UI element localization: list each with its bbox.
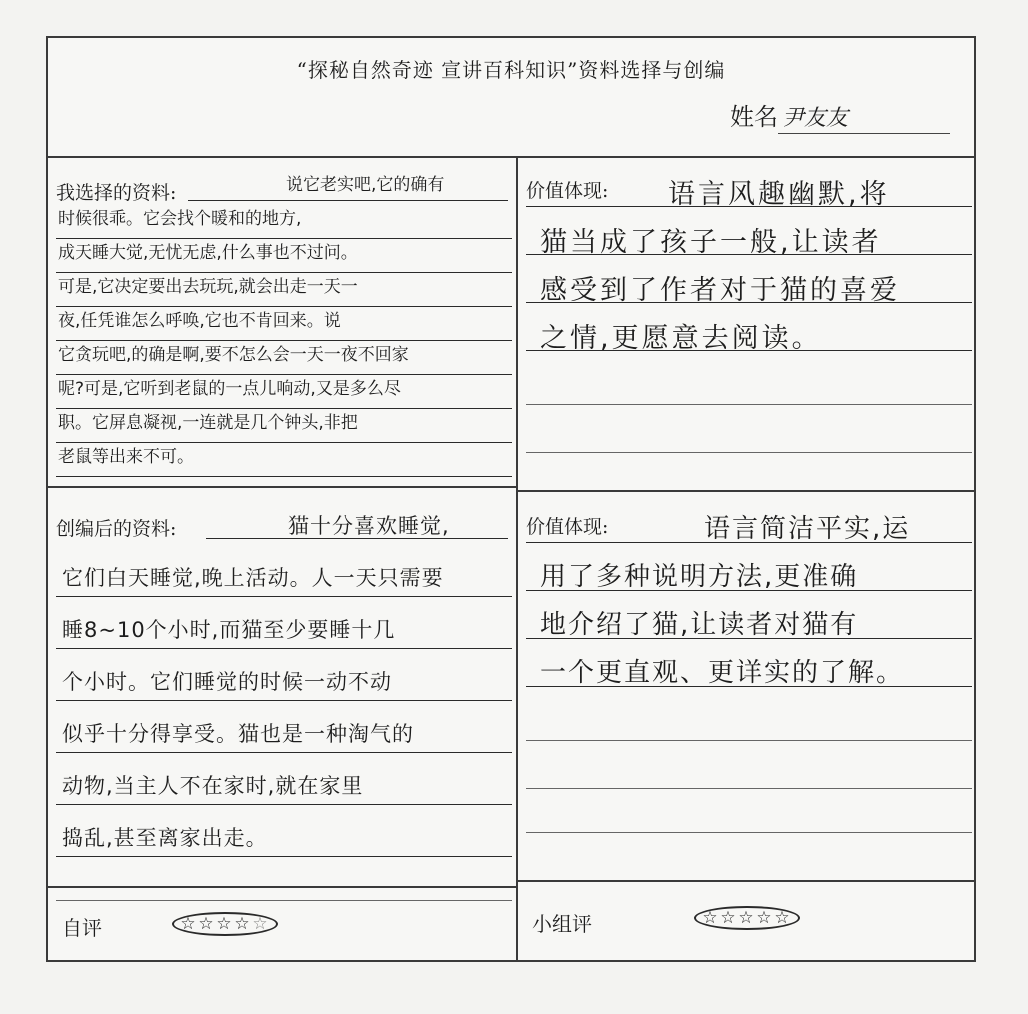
handwritten-line: 猫十分喜欢睡觉, <box>288 514 450 538</box>
ruled-line <box>56 476 512 477</box>
name-underline <box>778 133 950 134</box>
handwritten-line: 时候很乖。它会找个暖和的地方, <box>58 209 302 229</box>
handwritten-line: 老鼠等出来不可。 <box>58 447 194 467</box>
adapted-material-label: 创编后的资料: <box>56 518 177 540</box>
ruled-line <box>526 452 972 453</box>
ruled-line <box>526 302 972 303</box>
rating-star-icon: ☆ <box>216 914 234 934</box>
ruled-line <box>526 740 972 741</box>
rating-star-icon: ☆ <box>738 908 756 928</box>
handwritten-line: 之情,更愿意去阅读。 <box>540 323 822 354</box>
handwritten-line: 可是,它决定要出去玩玩,就会出走一天一 <box>58 277 358 297</box>
handwritten-line: 猫当成了孩子一般,让读者 <box>540 227 882 258</box>
ruled-line <box>526 254 972 255</box>
name-value: 尹友友 <box>782 106 849 131</box>
handwritten-line: 语言风趣幽默,将 <box>668 179 890 210</box>
worksheet <box>46 36 976 962</box>
rating-star-icon: ☆ <box>198 914 216 934</box>
ruled-line <box>526 832 972 833</box>
selected-material-label: 我选择的资料: <box>56 182 177 204</box>
handwritten-line: 睡8~10个小时,而猫至少要睡十几 <box>62 618 396 642</box>
handwritten-line: 捣乱,甚至离家出走。 <box>62 826 268 850</box>
rating-star-icon: ☆ <box>234 914 252 934</box>
rating-star-icon: ☆ <box>756 908 774 928</box>
rating-star-icon: ☆ <box>720 908 738 928</box>
handwritten-line: 地介绍了猫,让读者对猫有 <box>540 610 859 640</box>
handwritten-line: 呢?可是,它听到老鼠的一点儿响动,又是多么尽 <box>58 379 401 399</box>
ruled-line <box>526 350 972 351</box>
rating-star-icon: ☆ <box>702 908 720 928</box>
ruled-line <box>526 638 972 639</box>
handwritten-line: 它贪玩吧,的确是啊,要不怎么会一天一夜不回家 <box>58 345 409 365</box>
ruled-line <box>56 804 512 805</box>
worksheet-title: “探秘自然奇迹 宣讲百科知识”资料选择与创编 <box>296 58 726 82</box>
ruled-line <box>526 206 972 207</box>
selected-material-panel <box>48 156 516 486</box>
ruled-line <box>56 700 512 701</box>
handwritten-line: 感受到了作者对于猫的喜爱 <box>540 275 900 306</box>
ruled-line <box>56 596 512 597</box>
rating-star-icon: ☆ <box>180 914 198 934</box>
handwritten-line: 似乎十分得享受。猫也是一种淘气的 <box>62 722 414 746</box>
ruled-line <box>526 542 972 543</box>
ruled-line <box>56 856 512 857</box>
handwritten-line: 用了多种说明方法,更准确 <box>540 562 859 592</box>
name-field <box>730 100 950 134</box>
name-label: 姓名 <box>730 103 778 131</box>
value-label-2: 价值体现: <box>526 516 609 538</box>
left-bottom-divider <box>48 886 518 888</box>
right-bottom-divider <box>518 880 974 882</box>
handwritten-line: 动物,当主人不在家时,就在家里 <box>62 774 364 798</box>
group-eval-stars <box>694 906 800 930</box>
handwritten-line: 语言简洁平实,运 <box>704 514 911 544</box>
adapted-material-panel <box>48 488 516 886</box>
value-label-1: 价值体现: <box>526 180 609 202</box>
rating-star-icon: ☆ <box>252 914 270 934</box>
handwritten-line: 个小时。它们睡觉的时候一动不动 <box>62 670 392 694</box>
handwritten-line: 职。它屏息凝视,一连就是几个钟头,非把 <box>58 413 358 433</box>
handwritten-line: 一个更直观、更详实的了解。 <box>540 658 905 688</box>
self-eval-label: 自评 <box>62 916 102 940</box>
ruled-line <box>526 788 972 789</box>
ruled-line <box>56 752 512 753</box>
self-eval-stars <box>172 912 278 936</box>
value-panel-1 <box>518 156 978 490</box>
handwritten-line: 成天睡大觉,无忧无虑,什么事也不过问。 <box>58 243 358 263</box>
ruled-line <box>526 686 972 687</box>
ruled-line <box>526 404 972 405</box>
ruled-line <box>56 648 512 649</box>
rating-star-icon: ☆ <box>774 908 792 928</box>
ruled-line <box>526 590 972 591</box>
label-underline <box>188 200 508 201</box>
value-panel-2 <box>518 492 978 880</box>
group-eval-label: 小组评 <box>532 912 592 936</box>
handwritten-line: 夜,任凭谁怎么呼唤,它也不肯回来。说 <box>58 311 341 331</box>
handwritten-line: 说它老实吧,它的确有 <box>286 175 445 195</box>
handwritten-line: 它们白天睡觉,晚上活动。人一天只需要 <box>62 566 444 590</box>
ruled-line <box>56 900 512 901</box>
